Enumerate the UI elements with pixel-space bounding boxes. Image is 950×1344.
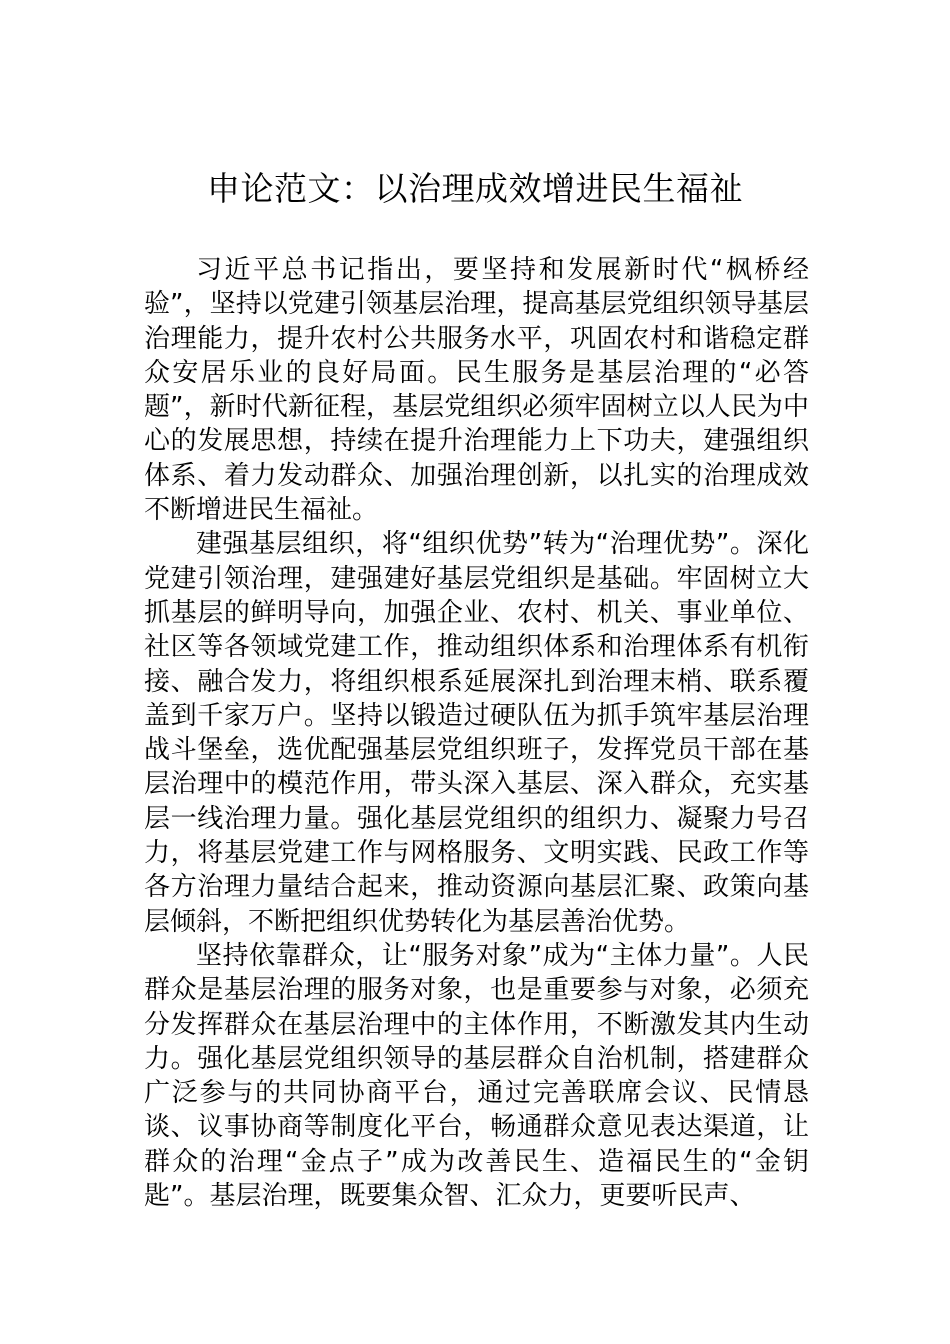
paragraph-intro: 习近平总书记指出，要坚持和发展新时代“枫桥经验”，坚持以党建引领基层治理，提高基层党组织领导基层治理能力，提升农村公共服务水平，巩固农村和谐稳定群众安居乐业的良好局面。民生服务是基层治理的“必答题”，新时代新征程，基层党组织必须牢固树立以人民为中心的发展思想，持续在提升治理能力上下功夫，建强组织体系、着力发动群众、加强治理创新，以扎实的治理成效不断增进民生福祉。 bbox=[144, 255, 809, 526]
document-body bbox=[144, 253, 809, 1213]
paragraph-masses: 坚持依靠群众，让“服务对象”成为“主体力量”。人民群众是基层治理的服务对象，也是重要参与对象，必须充分发挥群众在基层治理中的主体作用，不断激发其内生动力。强化基层党组织领导的基层群众自治机制，搭建群众广泛参与的共同协商平台，通过完善联席会议、民情恳谈、议事协商等制度化平台，畅通群众意见表达渠道，让群众的治理“金点子”成为改善民生、造福民生的“金钥匙”。基层治理，既要集众智、汇众力，更要听民声、 bbox=[144, 940, 809, 1212]
document-title: 申论范文：以治理成效增进民生福祉 bbox=[207, 169, 743, 208]
paragraph-organization: 建强基层组织，将“组织优势”转为“治理优势”。深化党建引领治理，建强建好基层党组织是基础。牢固树立大抓基层的鲜明导向，加强企业、农村、机关、事业单位、社区等各领域党建工作，推动组织体系和治理体系有机衔接、融合发力，将组织根系延展深扎到治理末梢、联系覆盖到千家万户。坚持以锻造过硬队伍为抓手筑牢基层治理战斗堡垒，选优配强基层党组织班子，发挥党员干部在基层治理中的模范作用，带头深入基层、深入群众，充实基层一线治理力量。强化基层党组织的组织力、凝聚力号召力，将基层党建工作与网格服务、文明实践、民政工作等各方治理力量结合起来，推动资源向基层汇聚、政策向基层倾斜，不断把组织优势转化为基层善治优势。 bbox=[144, 529, 809, 937]
